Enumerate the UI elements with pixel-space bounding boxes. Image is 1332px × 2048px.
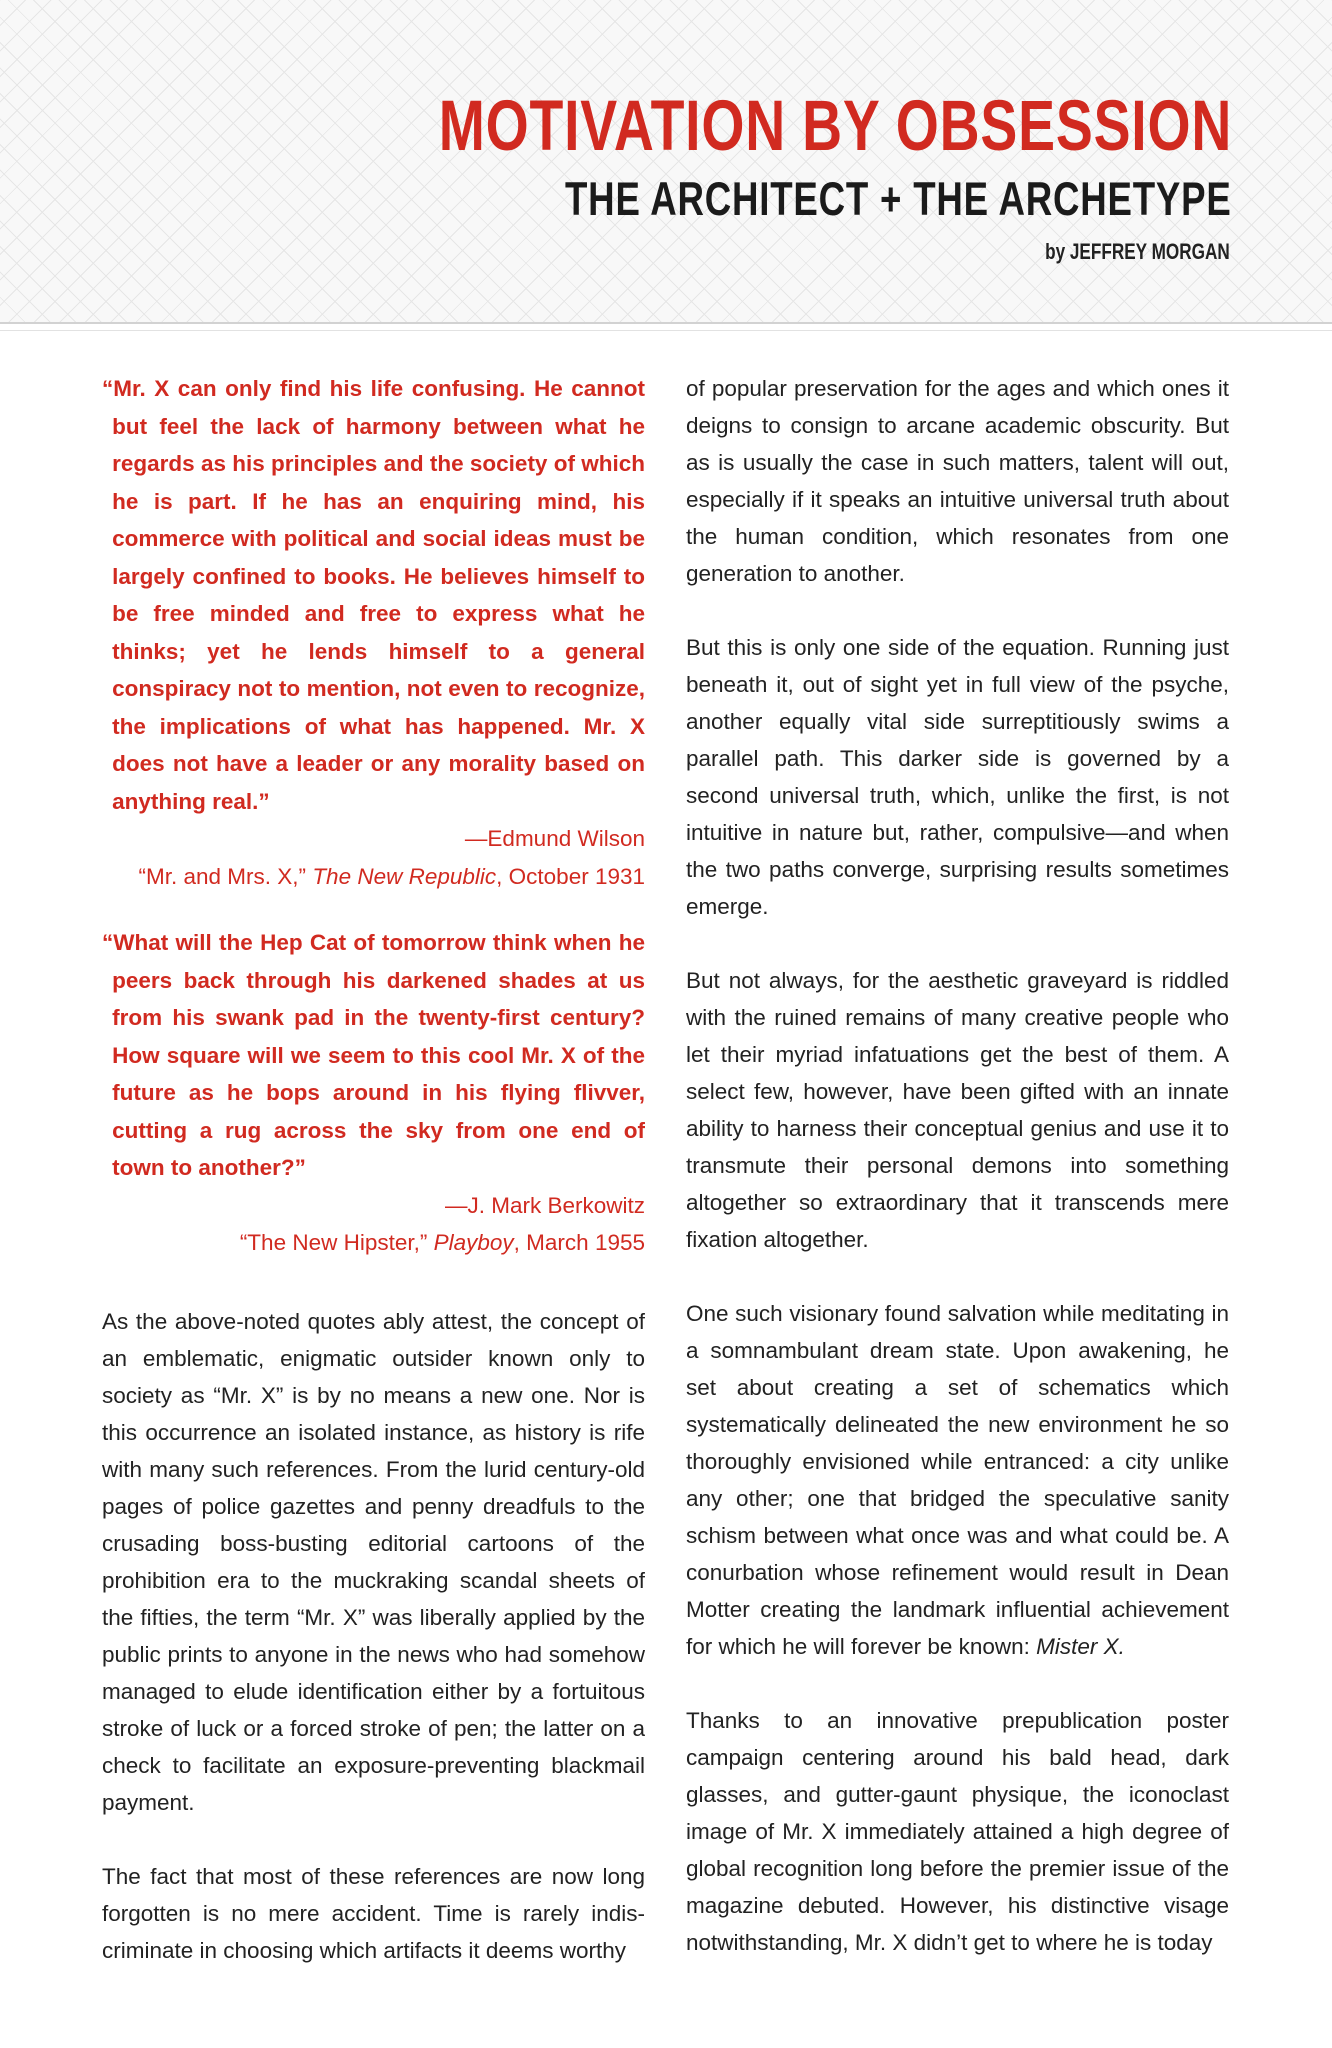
body-paragraph: The fact that most of these references are now long forgotten is no mere accident. Time is rarely indis-criminate in choosing which artifacts it deems worthy [102,1863,645,1963]
source-publication: The New Republic [312,863,497,889]
article-title: MOTIVATION BY OBSESSION [438,87,1232,166]
quote-author: —J. Mark Berkowitz [444,1192,645,1218]
source-prefix: “The New Hipster,” [239,1230,434,1255]
article-subtitle: THE ARCHITECT + THE ARCHETYPE [565,172,1232,225]
source-suffix: , October 1931 [496,863,645,889]
title-reference: Mister X. [1036,1634,1125,1659]
body-paragraph: of popular preservation for the ages and which ones it deigns to consign to arcane academic obscurity. But as is usually the case in such matters, talent will out, especially if it speaks an intuitive universal truth about the human condition, which resonates from one generation to another. [686,376,1229,586]
source-publication: Playboy [433,1230,514,1255]
body-paragraph: But this is only one side of the equation. Running just beneath it, out of sight yet in full view of the psyche, another equally vital side surreptitiously swims a parallel path. This darker side is governed by a second universal truth, which, unlike the first, is not intuitive in nature but, rather, compulsive—and when the two paths converge, surprising results sometimes emerge. [686,635,1229,919]
body-paragraph: As the above-noted quotes ably attest, the concept of an emblematic, enigmatic outsider known only to society as “Mr. X” is by no means a new one. Nor is this occurrence an isolated instance, as history is rife with many such references. From the lurid century-old pages of police gazettes and penny dreadfuls to the crusading boss-busting editorial cartoons of the prohibition era to the muckraking scandal sheets of the fifties, the term “Mr. X” was liberally applied by the public prints to anyone in the news who had somehow managed to elude identification either by a fortuitous stroke of luck or a forced stroke of pen; the latter on a check to facilitate an exposure-preventing blackmail payment. [102,1308,645,1815]
quote-author: —Edmund Wilson [464,826,645,851]
header-divider [0,322,1332,324]
source-prefix: “Mr. and Mrs. X,” [138,863,313,889]
quote-text: “Mr. X can only find his life confusing. He cannot but feel the lack of harmony between what he regards as his principles and the society of which he is part. If he has an enquiring mind, his commerce with political and social ideas must be largely confined to books. He believes himself to be free minded and free to express what he thinks; yet he lends himself to a general conspiracy not to mention, not even to recognize, the implications of what has happened. Mr. X does not have a leader or any morality based on anything real.” [102,376,645,814]
byline [1045,238,1230,266]
quote-text: “What will the Hep Cat of tomorrow think when he peers back through his darkened shades at us from his swank pad in the twenty-first century? How square will we seem to this cool Mr. X of the future as he bops around in his flying flivver, cutting a rug across the sky from one end of town to another?” [102,930,645,1180]
byline-author: JEFFREY MORGAN [1070,239,1230,264]
body-paragraph [686,1295,1229,1665]
quote-source [102,858,645,896]
left-column [102,370,645,2010]
source-suffix: , March 1955 [513,1230,645,1255]
body-paragraph: But not always, for the aesthetic graveyard is riddled with the ruined remains of many creative people who let their myriad infatuations get the best of them. A select few, however, have been gifted with an innate ability to harness their conceptual genius and use it to transmute their personal demons into something altogether so extraordinary that it transcends mere fixation altogether. [686,968,1229,1252]
paragraph-text: One such visionary found salvation while meditating in a somnambulant dream state. Upon awakening, he set about creating a set of schematics which systematically delineated the new environment he so thoroughly envisioned while entranced: a city unlike any other; one that bridged the speculative sanity schism between what once was and what could be. A conurbation whose refinement would result in Dean Motter creating the landmark influential achievement for which he will forever be known: [686,1301,1229,1659]
right-column [686,370,1229,2010]
epigraph-quote-2 [102,924,645,1262]
body-paragraph: Thanks to an innovative prepublication poster campaign centering around his bald head, dark glasses, and gutter-gaunt physique, the iconoclast image of Mr. X immediately attained a high degree of global recognition long before the premier issue of the magazine debuted. However, his distinctive visage notwithstanding, Mr. X didn’t get to where he is today [686,1708,1229,1955]
quote-source [102,1224,645,1262]
header-divider-thin [0,330,1332,331]
epigraph-quote-1 [102,370,645,895]
byline-prefix: by [1045,239,1071,264]
